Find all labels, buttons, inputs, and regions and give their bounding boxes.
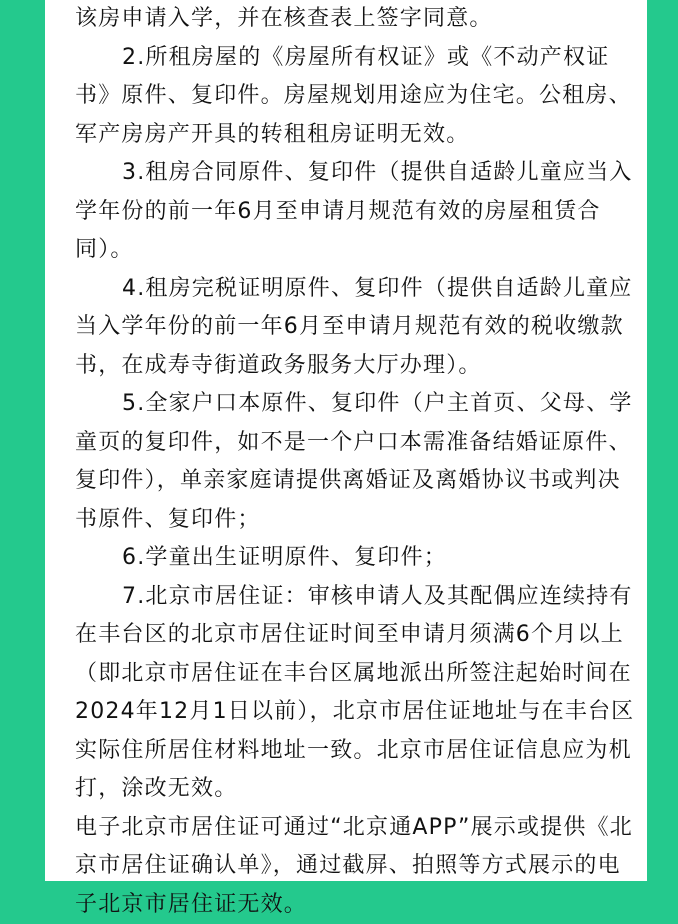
- paragraph-item-7: 7.北京市居住证：审核申请人及其配偶应连续持有在丰台区的北京市居住证时间至申请月须满6个月以上（即北京市居住证在丰台区属地派出所签注起始时间在2024年12月1日以前），北京市居住证地址与在丰台区实际住所居住材料地址一致。北京市居住证信息应为机打，涂改无效。: [75, 578, 635, 809]
- paragraph-item-4: 4.租房完税证明原件、复印件（提供自适龄儿童应当入学年份的前一年6月至申请月规范有效的税收缴款书，在成寿寺街道政务服务大厅办理）。: [75, 270, 635, 386]
- paragraph-continuation: 该房申请入学，并在核查表上签字同意。: [75, 0, 635, 39]
- document-body: [75, 0, 635, 924]
- paragraph-item-2: 2.所租房屋的《房屋所有权证》或《不动产权证书》原件、复印件。房屋规划用途应为住宅。公租房、军产房房产开具的转租租房证明无效。: [75, 39, 635, 155]
- paragraph-note: 电子北京市居住证可通过“北京通APP”展示或提供《北京市居住证确认单》，通过截屏、拍照等方式展示的电子北京市居住证无效。: [75, 809, 635, 924]
- document-panel: [45, 0, 647, 881]
- paragraph-item-6: 6.学童出生证明原件、复印件；: [75, 539, 635, 578]
- paragraph-item-3: 3.租房合同原件、复印件（提供自适龄儿童应当入学年份的前一年6月至申请月规范有效的房屋租赁合同）。: [75, 154, 635, 270]
- paragraph-item-5: 5.全家户口本原件、复印件（户主首页、父母、学童页的复印件，如不是一个户口本需准备结婚证原件、复印件），单亲家庭请提供离婚证及离婚协议书或判决书原件、复印件；: [75, 385, 635, 539]
